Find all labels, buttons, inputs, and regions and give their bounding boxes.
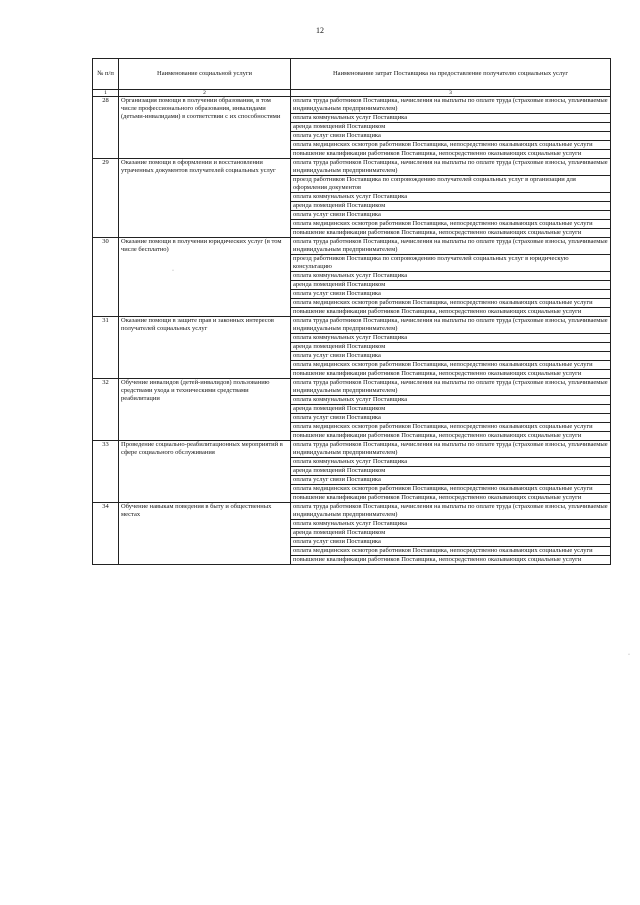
cost-item: оплата коммунальных услуг Поставщика [291, 520, 611, 529]
table-row [93, 503, 611, 520]
cost-item: оплата коммунальных услуг Поставщика [291, 334, 611, 343]
cost-item: оплата труда работников Поставщика, начисления на выплаты по оплате труда (страховые взносы, уплачиваемые индивидуальным предпринимателем) [291, 379, 611, 396]
service-name: Организация помощи в получении образования, в том числе профессионального образования, инвалидами (детьми-инвалидами) в соответствии с их способностями [119, 97, 291, 159]
row-number: 30 [93, 238, 119, 317]
cost-item: повышение квалификации работников Поставщика, непосредственно оказывающих социальные услуги [291, 370, 611, 379]
service-name: Обучение инвалидов (детей-инвалидов) пользованию средствами ухода и техническими средствами реабилитации [119, 379, 291, 441]
service-name: Проведение социально-реабилитационных мероприятий в сфере социального обслуживания [119, 441, 291, 503]
cost-item: оплата медицинских осмотров работников Поставщика, непосредственно оказывающих социальные услуги [291, 220, 611, 229]
page-number: 12 [316, 26, 324, 35]
cost-item: оплата медицинских осмотров работников Поставщика, непосредственно оказывающих социальные услуги [291, 299, 611, 308]
cost-item: оплата коммунальных услуг Поставщика [291, 114, 611, 123]
cost-item: оплата медицинских осмотров работников Поставщика, непосредственно оказывающих социальные услуги [291, 141, 611, 150]
cost-item: оплата медицинских осмотров работников Поставщика, непосредственно оказывающих социальные услуги [291, 423, 611, 432]
row-number: 28 [93, 97, 119, 159]
scan-mark: · [172, 268, 174, 274]
cost-item: оплата труда работников Поставщика, начисления на выплаты по оплате труда (страховые взносы, уплачиваемые индивидуальным предпринимателем) [291, 441, 611, 458]
cost-item: проезд работников Поставщика по сопровождению получателей социальных услуг в юридическую консультацию [291, 255, 611, 272]
cost-item: оплата услуг связи Поставщика [291, 211, 611, 220]
row-number: 34 [93, 503, 119, 565]
table-body [93, 97, 611, 565]
cost-item: оплата труда работников Поставщика, начисления на выплаты по оплате труда (страховые взносы, уплачиваемые индивидуальным предпринимателем) [291, 238, 611, 255]
table-row [93, 441, 611, 458]
cost-item: оплата услуг связи Поставщика [291, 290, 611, 299]
cost-item: аренда помещений Поставщиком [291, 343, 611, 352]
column-index: 3 [291, 90, 611, 97]
cost-item: оплата услуг связи Поставщика [291, 538, 611, 547]
cost-item: оплата коммунальных услуг Поставщика [291, 272, 611, 281]
cost-item: оплата труда работников Поставщика, начисления на выплаты по оплате труда (страховые взносы, уплачиваемые индивидуальным предпринимателем) [291, 317, 611, 334]
cost-item: оплата труда работников Поставщика, начисления на выплаты по оплате труда (страховые взносы, уплачиваемые индивидуальным предпринимателем) [291, 159, 611, 176]
header-num: № п/п [93, 59, 119, 90]
cost-item: повышение квалификации работников Поставщика, непосредственно оказывающих социальные услуги [291, 229, 611, 238]
cost-item: оплата услуг связи Поставщика [291, 352, 611, 361]
cost-item: повышение квалификации работников Поставщика, непосредственно оказывающих социальные услуги [291, 308, 611, 317]
cost-item: оплата услуг связи Поставщика [291, 132, 611, 141]
header-service: Наименование социальной услуги [119, 59, 291, 90]
table-row [93, 97, 611, 114]
service-name: Оказание помощи в получении юридических услуг (в том числе бесплатно) [119, 238, 291, 317]
table-row [93, 379, 611, 396]
row-number: 33 [93, 441, 119, 503]
cost-item: повышение квалификации работников Поставщика, непосредственно оказывающих социальные услуги [291, 556, 611, 565]
cost-item: повышение квалификации работников Поставщика, непосредственно оказывающих социальные услуги [291, 494, 611, 503]
service-name: Обучение навыкам поведения в быту и общественных местах [119, 503, 291, 565]
table-row [93, 238, 611, 255]
column-index: 2 [119, 90, 291, 97]
cost-item: оплата коммунальных услуг Поставщика [291, 193, 611, 202]
row-number: 31 [93, 317, 119, 379]
row-number: 32 [93, 379, 119, 441]
table-row [93, 159, 611, 176]
cost-item: оплата коммунальных услуг Поставщика [291, 458, 611, 467]
service-name: Оказание помощи в защите прав и законных интересов получателей социальных услуг [119, 317, 291, 379]
cost-item: оплата коммунальных услуг Поставщика [291, 396, 611, 405]
services-cost-table [92, 58, 611, 565]
cost-item: аренда помещений Поставщиком [291, 123, 611, 132]
cost-item: оплата медицинских осмотров работников Поставщика, непосредственно оказывающих социальные услуги [291, 361, 611, 370]
column-index-row [93, 90, 611, 97]
cost-item: повышение квалификации работников Поставщика, непосредственно оказывающих социальные услуги [291, 150, 611, 159]
cost-item: оплата услуг связи Поставщика [291, 476, 611, 485]
cost-item: аренда помещений Поставщиком [291, 405, 611, 414]
scan-mark: · [628, 652, 630, 658]
row-number: 29 [93, 159, 119, 238]
column-index: 1 [93, 90, 119, 97]
cost-item: аренда помещений Поставщиком [291, 467, 611, 476]
cost-item: повышение квалификации работников Поставщика, непосредственно оказывающих социальные услуги [291, 432, 611, 441]
cost-item: проезд работников Поставщика по сопровождению получателей социальных услуг в организации для оформления документов [291, 176, 611, 193]
cost-item: оплата медицинских осмотров работников Поставщика, непосредственно оказывающих социальные услуги [291, 547, 611, 556]
cost-item: оплата медицинских осмотров работников Поставщика, непосредственно оказывающих социальные услуги [291, 485, 611, 494]
service-name: Оказание помощи в оформлении и восстановлении утраченных документов получателей социальных услуг [119, 159, 291, 238]
cost-item: оплата труда работников Поставщика, начисления на выплаты по оплате труда (страховые взносы, уплачиваемые индивидуальным предпринимателем) [291, 97, 611, 114]
cost-item: оплата услуг связи Поставщика [291, 414, 611, 423]
cost-item: аренда помещений Поставщиком [291, 281, 611, 290]
cost-item: оплата труда работников Поставщика, начисления на выплаты по оплате труда (страховые взносы, уплачиваемые индивидуальным предпринимателем) [291, 503, 611, 520]
header-costs: Наименование затрат Поставщика на предоставление получателю социальных услуг [291, 59, 611, 90]
cost-item: аренда помещений Поставщиком [291, 202, 611, 211]
cost-item: аренда помещений Поставщиком [291, 529, 611, 538]
table-header-row [93, 59, 611, 90]
table-row [93, 317, 611, 334]
